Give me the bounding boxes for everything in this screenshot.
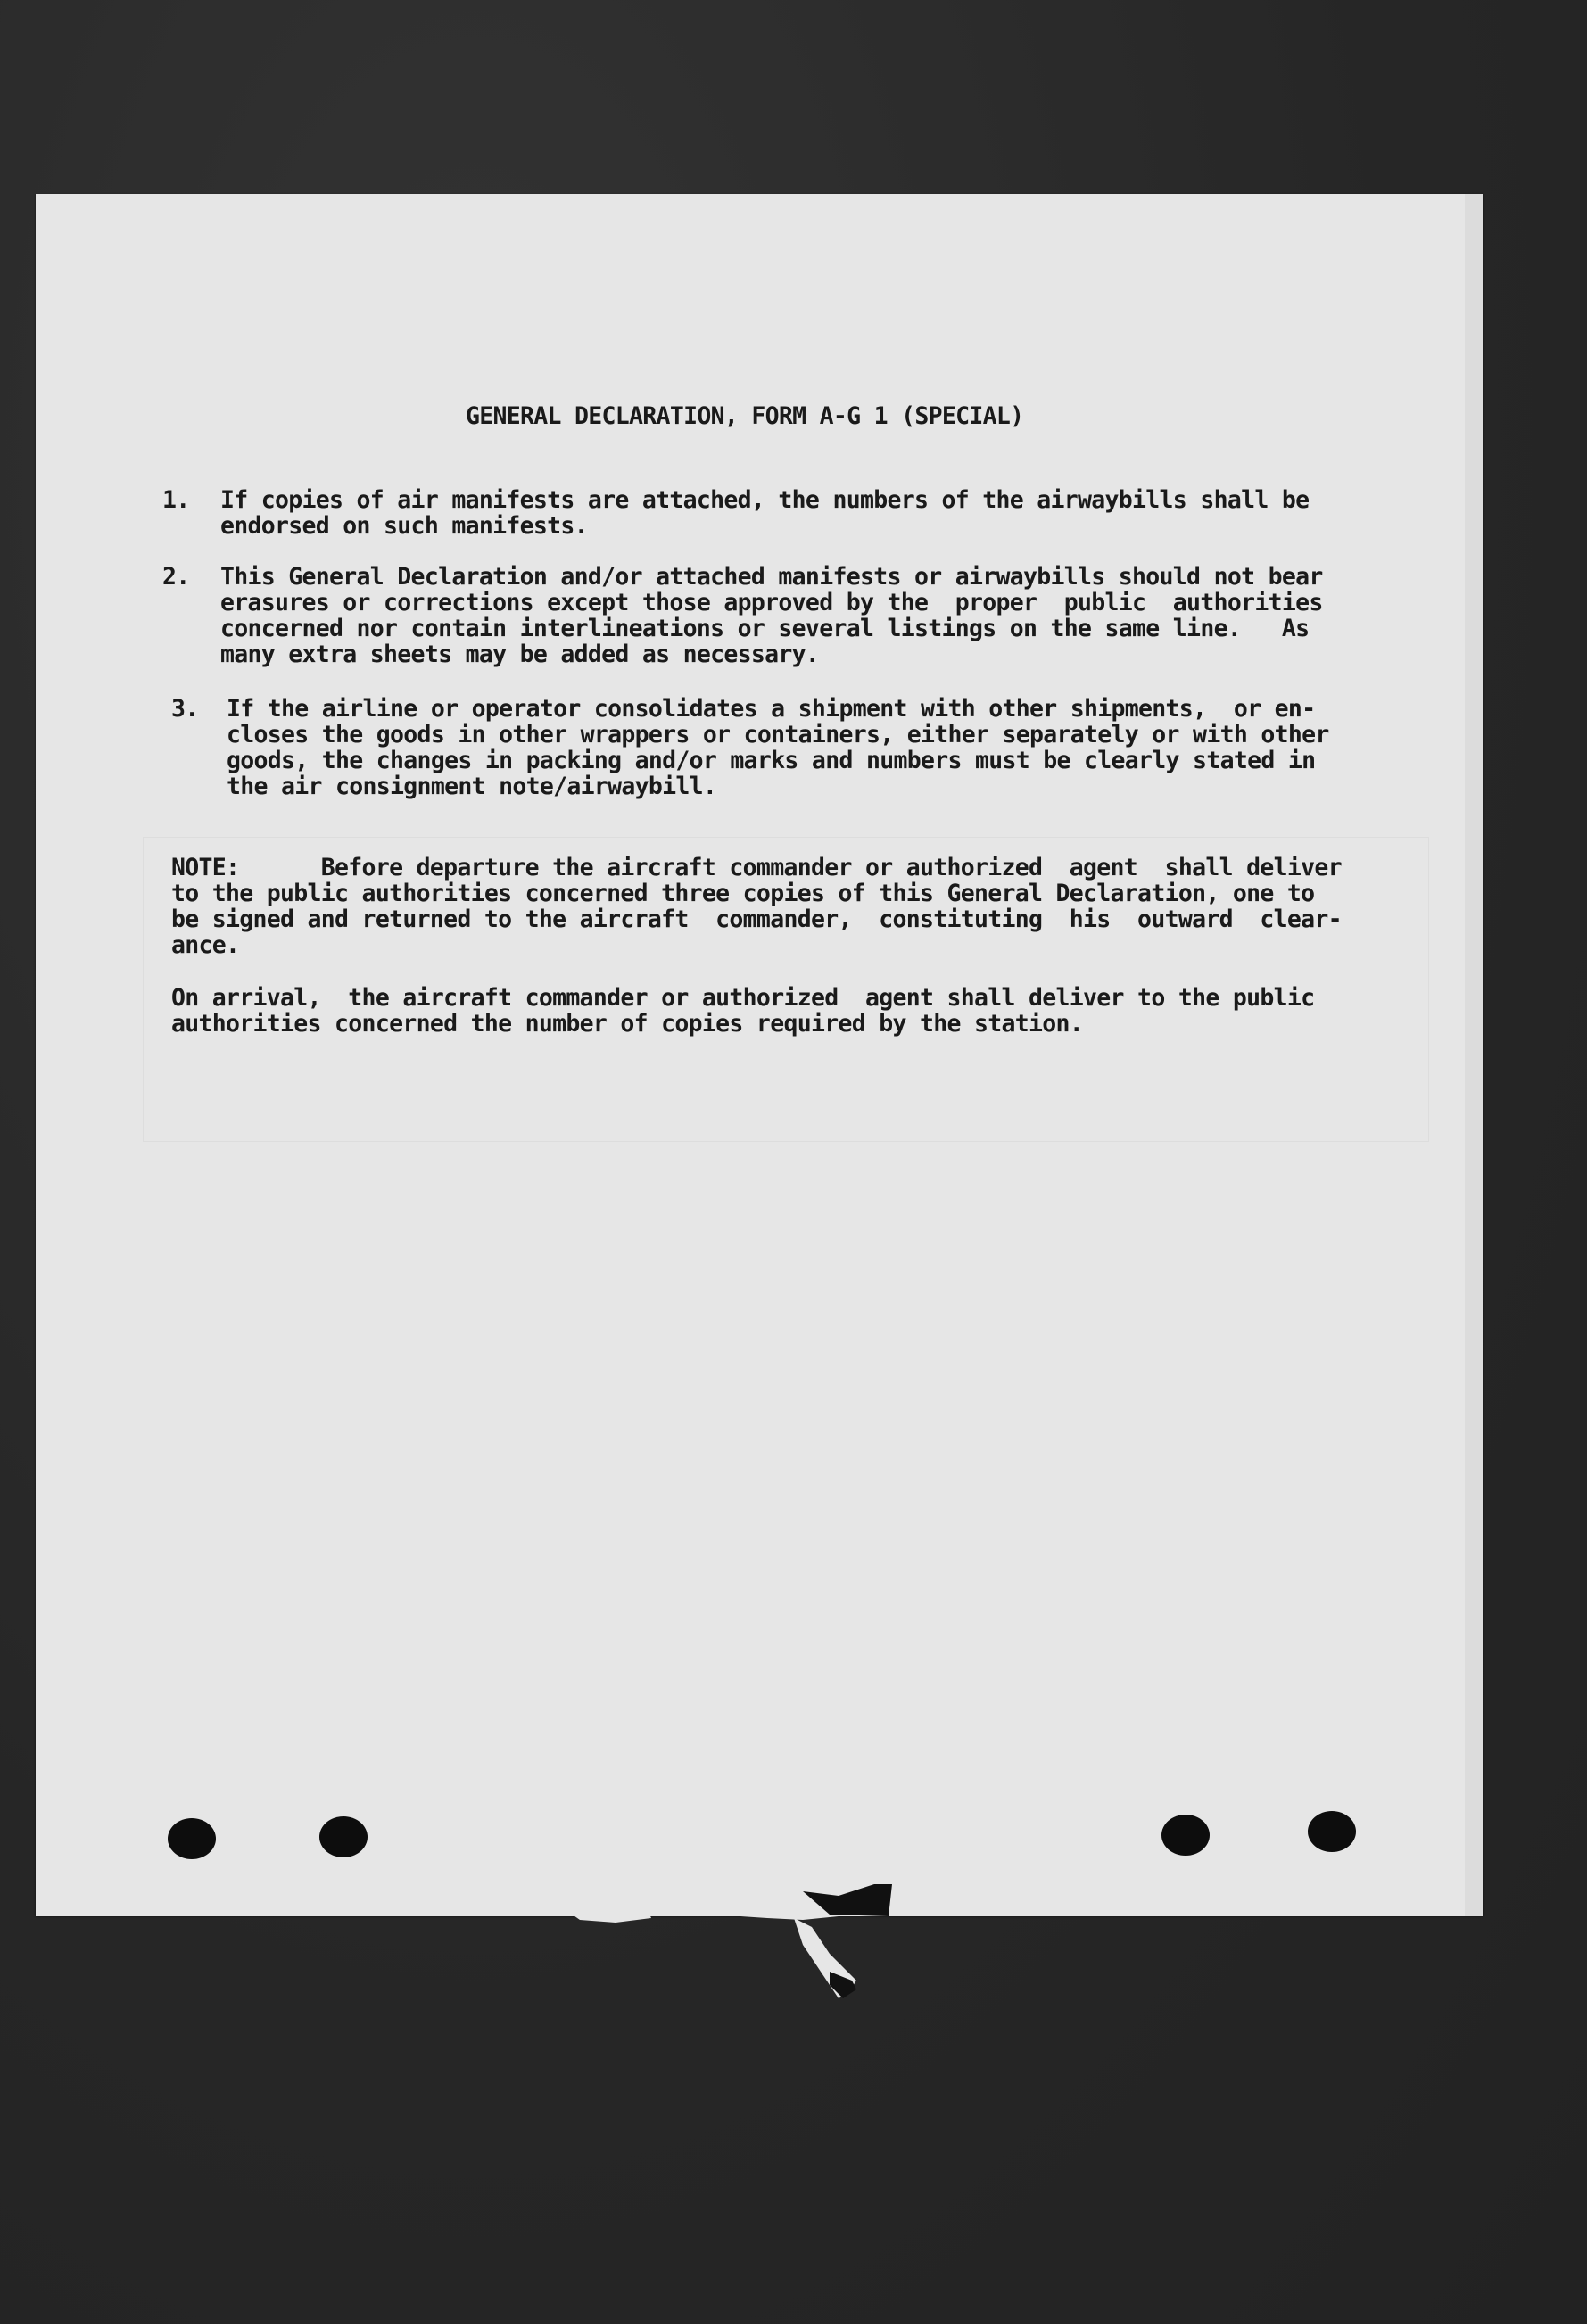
page-edge xyxy=(1465,194,1483,1916)
punch-hole-icon xyxy=(1308,1811,1356,1852)
torn-paper-fragment xyxy=(535,1873,937,2007)
item-text: If copies of air manifests are attached, the numbers of the airwaybills shall be endorsed on such manifests. xyxy=(220,486,1310,540)
item-number: 3. xyxy=(171,695,199,723)
arrival-paragraph: On arrival, the aircraft commander or authorized agent shall deliver to the public authorities concerned the number of copies required by the station. xyxy=(171,984,1315,1038)
item-text: This General Declaration and/or attached manifests or airwaybills should not bear erasures or corrections except those approved by the proper public authorities concerned nor contain interlineations or several listings on the same line. As many extra sheets may be added as necessary. xyxy=(220,563,1323,668)
item-number: 1. xyxy=(162,486,190,514)
punch-hole-icon xyxy=(1161,1815,1210,1856)
item-text: If the airline or operator consolidates a shipment with other shipments, or en- closes the goods in other wrappers or containers, either separately or with other goods, the changes in packing and/or marks and numbers must be clearly stated in the air consignment note/airwaybill. xyxy=(227,695,1329,800)
punch-hole-icon xyxy=(319,1816,368,1857)
punch-hole-icon xyxy=(168,1818,216,1859)
page-title: GENERAL DECLARATION, FORM A-G 1 (SPECIAL) xyxy=(466,402,1024,430)
document-page xyxy=(36,194,1483,1916)
note-paragraph: NOTE: Before departure the aircraft commander or authorized agent shall deliver to the public authorities concerned three copies of this General Declaration, one to be signed and returned to the aircraft commander, constituting his outward clear- ance. xyxy=(171,854,1342,959)
item-number: 2. xyxy=(162,563,190,591)
